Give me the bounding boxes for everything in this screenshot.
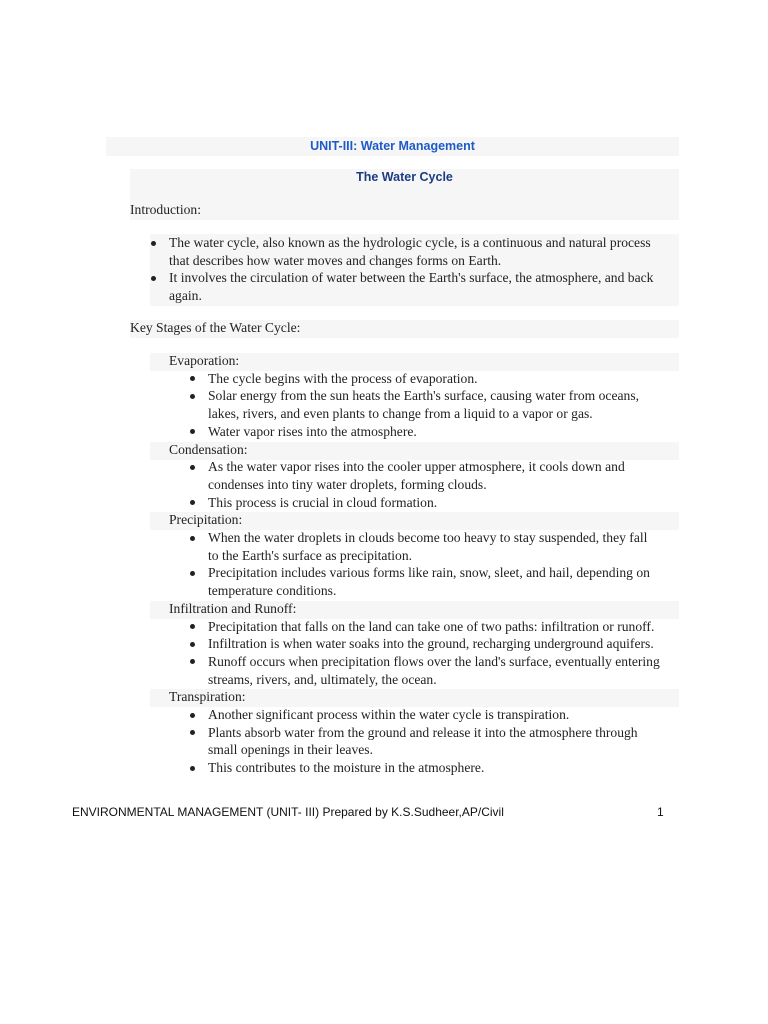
stage-heading: Condensation: [169,441,248,457]
list-item-text: Plants absorb water from the ground and release it into the atmosphere through [208,724,638,740]
bullet-icon [190,730,195,735]
bullet-icon [190,465,195,470]
list-item-text: When the water droplets in clouds become too heavy to stay suspended, they fall [208,530,648,545]
list-item-text: Precipitation includes various forms like rain, snow, sleet, and hail, depending on [208,565,650,581]
list-item-text: Another significant process within the water cycle is transpiration. [208,707,570,722]
bullet-icon [190,659,195,664]
list-item-text: This process is crucial in cloud formation. [208,494,438,510]
list-item-text: Runoff occurs when precipitation flows over the land's surface, eventually entering [208,653,660,669]
list-item-text: As the water vapor rises into the cooler upper atmosphere, it cools down and [208,459,625,475]
bullet-icon [190,571,195,576]
list-item-text: streams, rivers, and, ultimately, the ocean. [208,671,437,687]
list-item-text: Infiltration is when water soaks into the ground, recharging underground aquifers. [208,636,654,652]
bullet-icon [190,429,195,434]
stage-heading: Precipitation: [169,512,243,528]
stage-heading: Transpiration: [169,689,246,705]
list-item-text: The water cycle, also known as the hydrologic cycle, is a continuous and natural process [169,235,651,250]
list-item-text: This contributes to the moisture in the atmosphere. [208,760,485,776]
page-number: 1 [657,805,664,819]
bullet-icon [190,624,195,629]
bullet-icon [190,394,195,399]
footer-text: ENVIRONMENTAL MANAGEMENT (UNIT- III) Prepared by K.S.Sudheer,AP/Civil [72,805,504,819]
section-title: The Water Cycle [356,170,453,184]
list-item-text: temperature conditions. [208,583,337,599]
list-item-text: Solar energy from the sun heats the Earth's surface, causing water from oceans, [208,388,640,404]
intro-heading: Introduction: [130,202,201,217]
bullet-icon [190,766,195,771]
list-item-text: The cycle begins with the process of evaporation. [208,370,478,386]
bullet-icon [190,536,195,541]
bullet-icon [190,713,195,718]
stages-heading: Key Stages of the Water Cycle: [130,320,301,335]
list-item-text: It involves the circulation of water between the Earth's surface, the atmosphere, and back [169,270,654,286]
stage-heading: Evaporation: [169,353,240,368]
list-item-text: lakes, rivers, and even plants to change from a liquid to a vapor or gas. [208,406,593,422]
list-item-text: condenses into tiny water droplets, forming clouds. [208,476,487,492]
unit-title: UNIT-III: Water Management [310,139,475,153]
bullet-icon [190,376,195,381]
list-item-text: that describes how water moves and changes forms on Earth. [169,252,502,268]
bullet-icon [190,500,195,505]
list-item-text: Water vapor rises into the atmosphere. [208,423,417,439]
stage-heading: Infiltration and Runoff: [169,600,297,616]
bullet-icon [190,642,195,647]
list-item-text: small openings in their leaves. [208,742,373,758]
bullet-icon [151,241,156,246]
list-item-text: to the Earth's surface as precipitation. [208,547,413,563]
list-item-text: again. [169,288,202,304]
bullet-icon [151,276,156,281]
list-item-text: Precipitation that falls on the land can take one of two paths: infiltration or runoff. [208,618,655,634]
